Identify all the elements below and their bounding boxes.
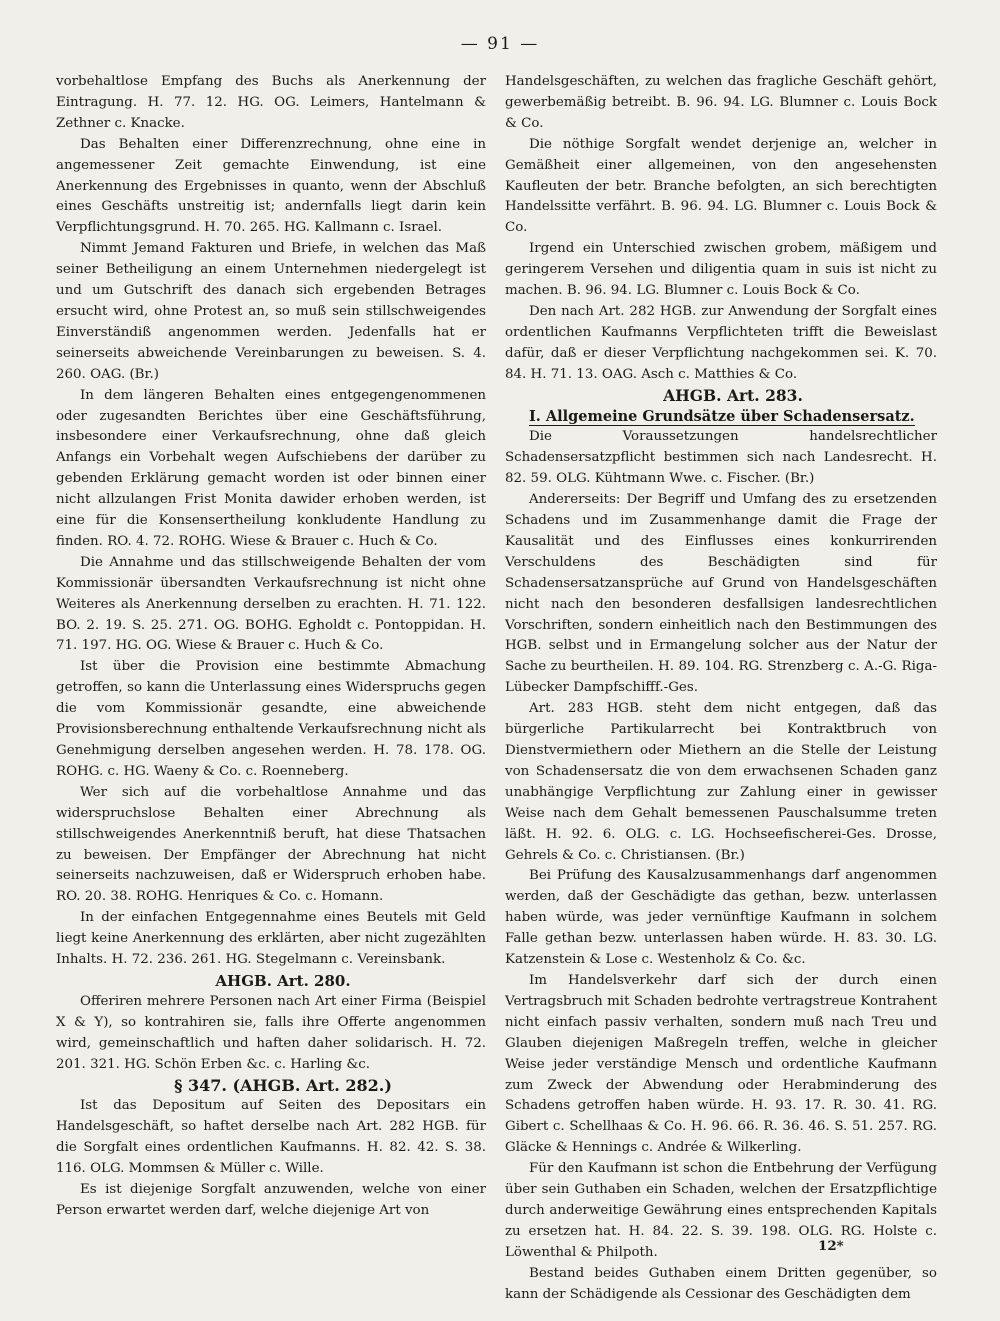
left-paragraphs-a (56, 72, 486, 971)
paragraph: Bei Prüfung des Kausalzusammenhangs darf angenommen werden, daß der Geschädigte das gethan, bezw. unterlassen haben würde, was jeder vernünftige Kaufmann in solchem Falle gethan bezw. unterlassen haben würde. H. 83. 30. LG. Katzenstein & Lose c. Westenholz & Co. &c. (505, 868, 937, 968)
paragraph: Handelsgeschäften, zu welchen das fragliche Geschäft gehört, gewerbemäßig betreibt. B. 96. 94. LG. Blumner c. Louis Bock & Co. (505, 74, 937, 131)
paragraph: Andererseits: Der Begriff und Umfang des zu ersetzenden Schadens und im Zusammenhange damit die Frage der Kausalität und des Einflusses eines konkurrirenden Verschuldens des Beschädigten sind für Schadensersatzansprüche auf Grund von Handelsgeschäften nicht nach den besonderen desfallsigen landesrechtlichen Vorschriften, sondern einheitlich nach den Bestimmungen des HGB. selbst und in Ermangelung solcher aus der Natur der Sache zu beurtheilen. H. 89. 104. RG. Strenzberg c. A.-G. Riga-Lübecker Dampfschifff.-Ges. (505, 492, 937, 696)
paragraph: Es ist diejenige Sorgfalt anzuwenden, welche von einer Person erwartet werden darf, welche diejenige Art von (56, 1182, 486, 1218)
page-number: — 91 — (460, 34, 540, 54)
paragraph: Für den Kaufmann ist schon die Entbehrung der Verfügung über sein Guthaben ein Schaden, welchen der Ersatzpflichtige durch anderweitige Gewährung eines entsprechenden Kapitals zu ersetzen hat. H. 84. 22. S. 39. 198. OLG. RG. Holste c. Löwenthal & Philpoth. (505, 1161, 937, 1260)
paragraph: In dem längeren Behalten eines entgegengenommenen oder zugesandten Berichtes über eine Geschäftsführung, insbesondere einer Verkaufsrechnung, ohne daß gleich Anfangs ein Vorbehalt wegen Aufschiebens der darüber zu gebenden Erklärung gemacht worden ist oder binnen einer nicht allzulangen Frist Monita dawider erhoben werden, ist eine für die Konsensertheilung konkludente Handlung zu finden. RO. 4. 72. ROHG. Wiese & Brauer c. Huch & Co. (56, 387, 486, 549)
left-column (56, 72, 486, 1222)
paragraph: Wer sich auf die vorbehaltlose Annahme und das widerspruchslose Behalten einer Abrechnung als stillschweigendes Anerkenntniß beruft, hat diese Thatsachen zu beweisen. Der Empfänger der Abrechnung hat nicht seinerseits nachzuweisen, daß er Widerspruch erhoben habe. RO. 20. 38. ROHG. Henriques & Co. c. Homann. (56, 784, 486, 905)
subheading-text: I. Allgemeine Grundsätze über Schadensersatz. (529, 407, 915, 425)
paragraph: Bestand beides Guthaben einem Dritten gegenüber, so kann der Schädigende als Cessionar des Geschädigten dem (505, 1265, 937, 1302)
heading-art-283: AHGB. Art. 283. (663, 385, 803, 405)
paragraph: Die Annahme und das stillschweigende Behalten der vom Kommissionär übersandten Verkaufsrechnung ist nicht ohne Weiteres als Anerkennung derselben zu erachten. H. 71. 122. BO. 2. 19. S. 25. 271. OG. BOHG. Egholdt c. Pontoppidan. H. 71. 197. HG. OG. Wiese & Brauer c. Huch & Co. (56, 554, 486, 654)
paragraph: In der einfachen Entgegennahme eines Beutels mit Geld liegt keine Anerkennung des erklärten, aber nicht zugezählten Inhalts. H. 72. 236. 261. HG. Stegelmann c. Vereinsbank. (56, 910, 486, 968)
heading-art-280: AHGB. Art. 280. (215, 971, 351, 990)
paragraph: Irgend ein Unterschied zwischen grobem, mäßigem und geringerem Versehen und diligentia quam in suis ist nicht zu machen. B. 96. 94. LG. Blumner c. Louis Bock & Co. (505, 241, 937, 299)
paragraph: Ist über die Provision eine bestimmte Abmachung getroffen, so kann die Unterlassung eines Widerspruchs gegen die vom Kommissionär gesandte, eine abweichende Provisionsberechnung enthaltende Verkaufsrechnung nicht als Genehmigung derselben angesehen werden. H. 78. 178. OG. ROHG. c. HG. Waeny & Co. c. Roenneberg. (56, 659, 486, 779)
right-paragraphs-b (505, 427, 937, 1305)
paragraph: Art. 283 HGB. steht dem nicht entgegen, daß das bürgerliche Partikularrecht bei Kontraktbruch von Dienstvermiethern oder Miethern an die Stelle der Leistung von Schadensersatz die von dem erwachsenen Schaden ganz unabhängige Verpflichtung zur Zahlung einer in gewisser Weise nach dem Gehalt bemessenen Pauschalsumme treten läßt. H. 92. 6. OLG. c. LG. Hochseefischerei-Ges. Drosse, Gehrels & Co. c. Christiansen. (Br.) (505, 701, 937, 863)
paragraph: Nimmt Jemand Fakturen und Briefe, in welchen das Maß seiner Betheiligung an einem Unternehmen niedergelegt ist und um Gutschrift des danach sich ergebenden Betrages ersucht wird, ohne Protest an, so muß sein stillschweigendes Einverständiß angenommen werden. Jedenfalls hat er seinerseits abweichende Vereinbarungen zu beweisen. S. 4. 260. OAG. (Br.) (56, 241, 486, 382)
paragraph: Im Handelsverkehr darf sich der durch einen Vertragsbruch mit Schaden bedrohte vertragstreue Kontrahent nicht einfach passiv verhalten, sondern muß nach Treu und Glauben diejenigen Maßregeln treffen, welche in gleicher Weise jeder verständige Mensch und ordentliche Kaufmann zum Zweck der Abwendung oder Herabminderung des Schadens getroffen haben würde. H. 93. 17. R. 30. 41. RG. Gibert c. Schellhaas & Co. H. 96. 66. R. 36. 46. S. 51. 257. RG. Gläcke & Hennings c. Andrée & Wilkerling. (505, 972, 937, 1156)
right-column (505, 72, 937, 1305)
right-paragraphs-a (505, 72, 937, 386)
left-paragraphs-c (56, 1096, 486, 1221)
paragraph: Die Voraussetzungen handelsrechtlicher Schadensersatzpflicht bestimmen sich nach Landesrecht. H. 82. 59. OLG. Kühtmann Wwe. c. Fischer. (Br.) (505, 429, 937, 487)
subheading-schadensersatz (505, 407, 937, 428)
paragraph: Ist das Depositum auf Seiten des Depositars ein Handelsgeschäft, so haftet derselbe nach Art. 282 HGB. für die Sorgfalt eines ordentlichen Kaufmanns. H. 82. 42. S. 38. 116. OLG. Mommsen & Müller c. Wille. (56, 1098, 486, 1177)
paragraph: Offeriren mehrere Personen nach Art einer Firma (Beispiel X & Y), so kontrahiren sie, falls ihre Offerte angenommen wird, gemeinschaftlich und haften daher solidarisch. H. 72. 201. 321. HG. Schön Erben &c. c. Harling &c. (56, 993, 486, 1072)
paragraph: Den nach Art. 282 HGB. zur Anwendung der Sorgfalt eines ordentlichen Kaufmanns Verpflichteten trifft die Beweislast dafür, daß er dieser Verpflichtung nachgekommen sei. K. 70. 84. H. 71. 13. OAG. Asch c. Matthies & Co. (505, 303, 937, 382)
left-paragraphs-b (56, 992, 486, 1076)
paragraph: Die nöthige Sorgfalt wendet derjenige an, welcher in Gemäßheit einer allgemeinen, von den angesehensten Kaufleuten der betr. Branche befolgten, an sich berechtigten Handelssitte verfährt. B. 96. 94. LG. Blumner c. Louis Bock & Co. (505, 136, 937, 236)
signature-mark: 12* (818, 1238, 844, 1254)
heading-section-347: § 347. (AHGB. Art. 282.) (174, 1075, 392, 1095)
paragraph: Das Behalten einer Differenzrechnung, ohne eine in angemessener Zeit gemachte Einwendung, ist eine Anerkennung des Ergebnisses in quanto, wenn der Abschluß eines Geschäfts unstreitig ist; andernfalls liegt darin kein Verpflichtungsgrund. H. 70. 265. HG. Kallmann c. Israel. (56, 136, 486, 236)
paragraph: vorbehaltlose Empfang des Buchs als Anerkennung der Eintragung. H. 77. 12. HG. OG. Leimers, Hantelmann & Zethner c. Knacke. (56, 74, 486, 131)
